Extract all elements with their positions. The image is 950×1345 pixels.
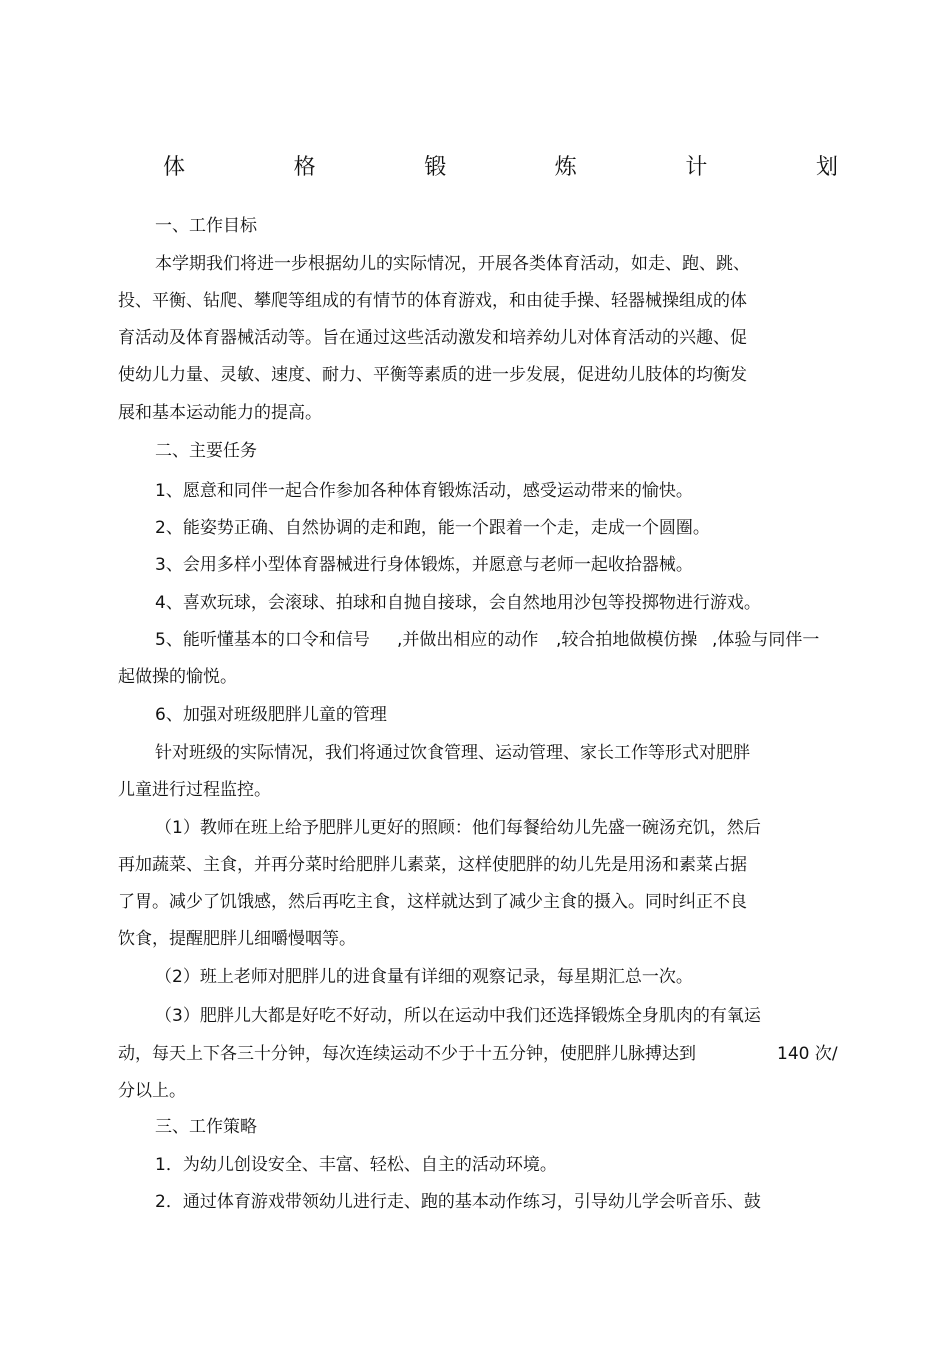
title-char: 锻 [424, 155, 447, 180]
paragraph-line: 本学期我们将进一步根据幼儿的实际情况，开展各类体育活动，如走、跑、跳、 [155, 254, 750, 274]
title-char: 计 [685, 155, 708, 180]
list-item-fragment: ,较合拍地做模仿操 [556, 630, 698, 650]
paragraph-line: （3）肥胖儿大都是好吃不好动，所以在运动中我们还选择锻炼全身肌肉的有氧运 [155, 1006, 761, 1026]
section-heading-tasks: 二、主要任务 [155, 441, 257, 461]
list-item: 4、喜欢玩球，会滚球、拍球和自抛自接球，会自然地用沙包等投掷物进行游戏。 [155, 593, 761, 613]
list-item: 2、能姿势正确、自然协调的走和跑，能一个跟着一个走，走成一个圆圈。 [155, 518, 710, 538]
paragraph-line-fragment: 140 次/ [777, 1044, 838, 1064]
paragraph-line: 使幼儿力量、灵敏、速度、耐力、平衡等素质的进一步发展，促进幼儿肢体的均衡发 [118, 365, 747, 385]
paragraph-line: 育活动及体育器械活动等。旨在通过这些活动激发和培养幼儿对体育活动的兴趣、促 [118, 328, 747, 348]
paragraph-line: 针对班级的实际情况，我们将通过饮食管理、运动管理、家长工作等形式对肥胖 [155, 743, 750, 763]
list-item-fragment: ,体验与同伴一 [712, 630, 820, 650]
title-char: 体 [163, 155, 186, 180]
paragraph-line: 儿童进行过程监控。 [118, 780, 271, 800]
title-char: 炼 [554, 155, 577, 180]
list-item: 2．通过体育游戏带领幼儿进行走、跑的基本动作练习，引导幼儿学会听音乐、鼓 [155, 1192, 761, 1212]
section-heading-goals: 一、工作目标 [155, 216, 257, 236]
title-char: 划 [815, 155, 838, 180]
list-item: 6、加强对班级肥胖儿童的管理 [155, 705, 387, 725]
list-item: 5、能听懂基本的口令和信号 [155, 630, 370, 650]
list-item: 1．为幼儿创设安全、丰富、轻松、自主的活动环境。 [155, 1155, 557, 1175]
section-heading-strategies: 三、工作策略 [155, 1117, 257, 1137]
paragraph-line: 展和基本运动能力的提高。 [118, 403, 322, 423]
paragraph-line: 投、平衡、钻爬、攀爬等组成的有情节的体育游戏，和由徒手操、轻器械操组成的体 [118, 291, 747, 311]
paragraph-line: 分以上。 [118, 1081, 186, 1101]
paragraph-line: 动，每天上下各三十分钟，每次连续运动不少于十五分钟，使肥胖儿脉搏达到 [118, 1044, 696, 1064]
list-item-fragment: ,并做出相应的动作 [397, 630, 539, 650]
list-item: 1、愿意和同伴一起合作参加各种体育锻炼活动，感受运动带来的愉快。 [155, 481, 693, 501]
paragraph-line: 再加蔬菜、主食，并再分菜时给肥胖儿素菜，这样使肥胖的幼儿先是用汤和素菜占据 [118, 855, 747, 875]
document-title [163, 150, 838, 181]
paragraph-line: 了胃。减少了饥饿感，然后再吃主食，这样就达到了减少主食的摄入。同时纠正不良 [118, 892, 747, 912]
paragraph-line: （1）教师在班上给予肥胖儿更好的照顾：他们每餐给幼儿先盛一碗汤充饥，然后 [155, 818, 761, 838]
paragraph-line: 饮食，提醒肥胖儿细嚼慢咽等。 [118, 929, 356, 949]
list-item: 起做操的愉悦。 [118, 667, 237, 687]
paragraph-line: （2）班上老师对肥胖儿的进食量有详细的观察记录，每星期汇总一次。 [155, 967, 693, 987]
title-char: 格 [293, 155, 316, 180]
list-item: 3、会用多样小型体育器械进行身体锻炼，并愿意与老师一起收拾器械。 [155, 555, 693, 575]
